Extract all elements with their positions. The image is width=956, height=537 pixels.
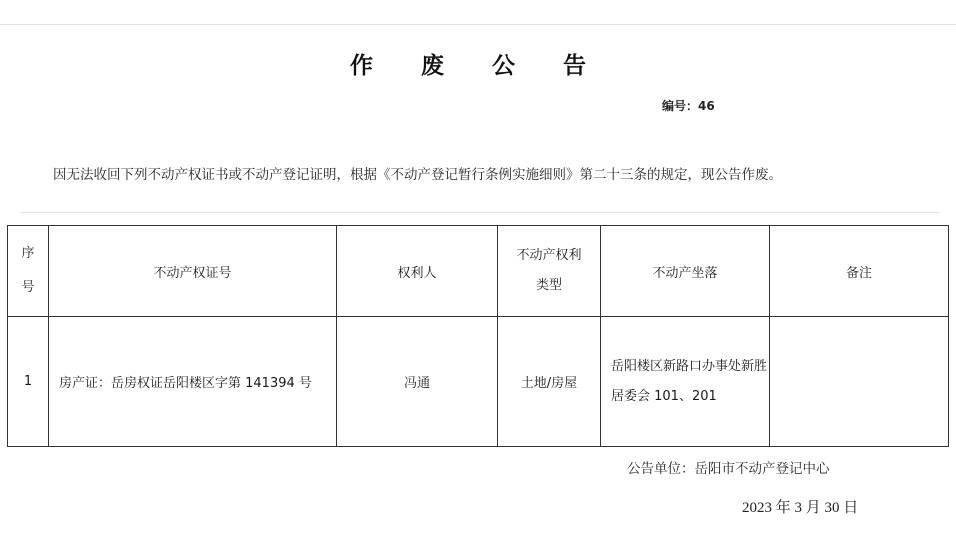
cell-location-line2: 居委会 101、201	[611, 388, 717, 404]
header-right-type-line2: 类型	[535, 278, 562, 293]
cell-right-type: 土地/房屋	[498, 317, 601, 447]
notice-date: 2023 年 3 月 30 日	[742, 500, 859, 516]
cell-location	[601, 317, 770, 447]
voided-certificates-table	[7, 225, 949, 447]
notice-number: 编号：46	[662, 99, 715, 113]
header-seq-line2: 号	[21, 280, 35, 295]
table-row	[8, 317, 949, 447]
header-cert-no: 不动产权证号	[49, 226, 337, 317]
header-right-type	[498, 226, 601, 317]
cell-seq: 1	[8, 317, 49, 447]
notice-intro: 因无法收回下列不动产权证书或不动产登记证明，根据《不动产登记暂行条例实施细则》第二十三条的规定，现公告作废。	[53, 167, 782, 183]
cell-holder: 冯通	[337, 317, 498, 447]
header-seq	[8, 226, 49, 317]
scan-artifact-line	[0, 24, 956, 25]
header-remarks: 备注	[770, 226, 949, 317]
header-right-type-line1: 不动产权利	[516, 248, 582, 263]
header-seq-line1: 序	[21, 246, 35, 261]
cell-remarks	[770, 317, 949, 447]
cell-cert-no: 房产证：岳房权证岳阳楼区字第 141394 号	[49, 317, 337, 447]
notice-issuer: 公告单位：岳阳市不动产登记中心	[627, 461, 830, 477]
table-header-row	[8, 226, 949, 317]
header-location: 不动产坐落	[601, 226, 770, 317]
notice-title: 作 废 公 告	[349, 53, 607, 79]
scan-artifact-line	[20, 212, 940, 213]
header-holder: 权利人	[337, 226, 498, 317]
cell-location-line1: 岳阳楼区新路口办事处新胜	[611, 358, 768, 374]
